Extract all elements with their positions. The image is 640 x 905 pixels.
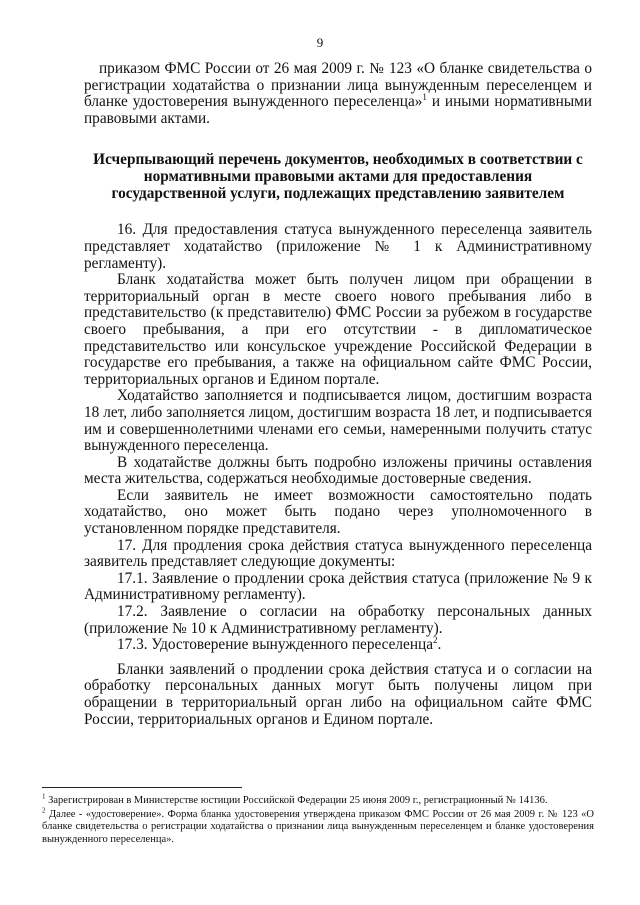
page-body bbox=[84, 61, 592, 728]
intro-paragraph bbox=[84, 61, 592, 127]
paragraph-17-3 bbox=[84, 637, 592, 654]
paragraph-17-2: 17.2. Заявление о согласии на обработку персональных данных (приложение № 10 к Административному регламенту). bbox=[84, 603, 592, 637]
footnote-1 bbox=[42, 792, 594, 807]
paragraph-16: 16. Для предоставления статуса вынужденного переселенца заявитель представляет ходатайство (приложение № 1 к Административному регламенту). bbox=[84, 221, 592, 272]
footnote-1-text: Зарегистрирован в Министерстве юстиции Российской Федерации 25 июня 2009 г., регистрационный № 14136. bbox=[45, 795, 548, 806]
footnote-ref-2[interactable]: 2 bbox=[433, 635, 438, 646]
footnote-2-mark: 2 bbox=[42, 806, 46, 815]
section-heading: Исчерпывающий перечень документов, необходимых в соответствии с нормативными правовыми актами для предоставления государственной услуги, подлежащих представлению заявителем bbox=[93, 151, 583, 203]
footnote-ref-1[interactable]: 1 bbox=[422, 92, 427, 103]
footnote-divider bbox=[42, 787, 242, 788]
paragraph-17-1: 17.1. Заявление о продлении срока действия статуса (приложение № 9 к Административному регламенту). bbox=[84, 569, 592, 604]
intro-text-2: и иными нормативными правовыми актами. bbox=[84, 93, 592, 127]
paragraph-fill: Ходатайство заполняется и подписывается лицом, достигшим возраста 18 лет, либо заполняется лицом, достигшим возраста 18 лет, и подписывается им и совершеннолетними членами его семьи, намеренными получить статус вынужденного переселенца. bbox=[84, 387, 592, 455]
footnote-2-text: Далее - «удостоверение». Форма бланка удостоверения утверждена приказом ФМС России от 26 мая 2009 г. № 123 «О бланке свидетельства о регистрации ходатайства о признании лица вынужденным переселенцем и бланке удостоверения вынужденного переселенца». bbox=[42, 809, 594, 845]
page-number: 9 bbox=[316, 35, 324, 50]
intro-text-1: приказом ФМС России от 26 мая 2009 г. № 123 «О бланке свидетельства о регистрации ходатайства о признании лица вынужденным переселенцем и бланке удостоверения вынужденного переселенца» bbox=[84, 60, 592, 111]
paragraph-17-3-end: . bbox=[437, 636, 442, 654]
paragraph-proxy: Если заявитель не имеет возможности самостоятельно подать ходатайство, оно может быть подано через уполномоченного в установленном порядке представителя. bbox=[84, 486, 592, 538]
paragraph-17: 17. Для продления срока действия статуса вынужденного переселенца заявитель представляет следующие документы: bbox=[84, 536, 592, 571]
paragraph-blank: Бланк ходатайства может быть получен лицом при обращении в территориальный орган в месте своего нового пребывания либо в представительство (к представителю) ФМС России за рубежом в государстве своего пребывания, а при его отсутствии - в дипломатическое представительство или консульское учреждение Российской Федерации в государстве его пребывания, а также на официальном сайте ФМС России, территориальных органов и Едином портале. bbox=[84, 271, 592, 388]
footnote-1-mark: 1 bbox=[42, 792, 46, 801]
paragraph-reasons: В ходатайстве должны быть подробно изложены причины оставления места жительства, содержаться необходимые достоверные сведения. bbox=[84, 453, 592, 488]
footnote-2 bbox=[42, 806, 594, 846]
paragraph-forms: Бланки заявлений о продлении срока действия статуса и о согласии на обработку персональных данных могут быть получены лицом при обращении в территориальный орган либо на официальном сайте ФМС России, территориальных органов и Едином портале. bbox=[84, 660, 592, 728]
footnotes bbox=[42, 787, 594, 848]
paragraph-17-3-text: 17.3. Удостоверение вынужденного переселенца bbox=[117, 636, 433, 654]
